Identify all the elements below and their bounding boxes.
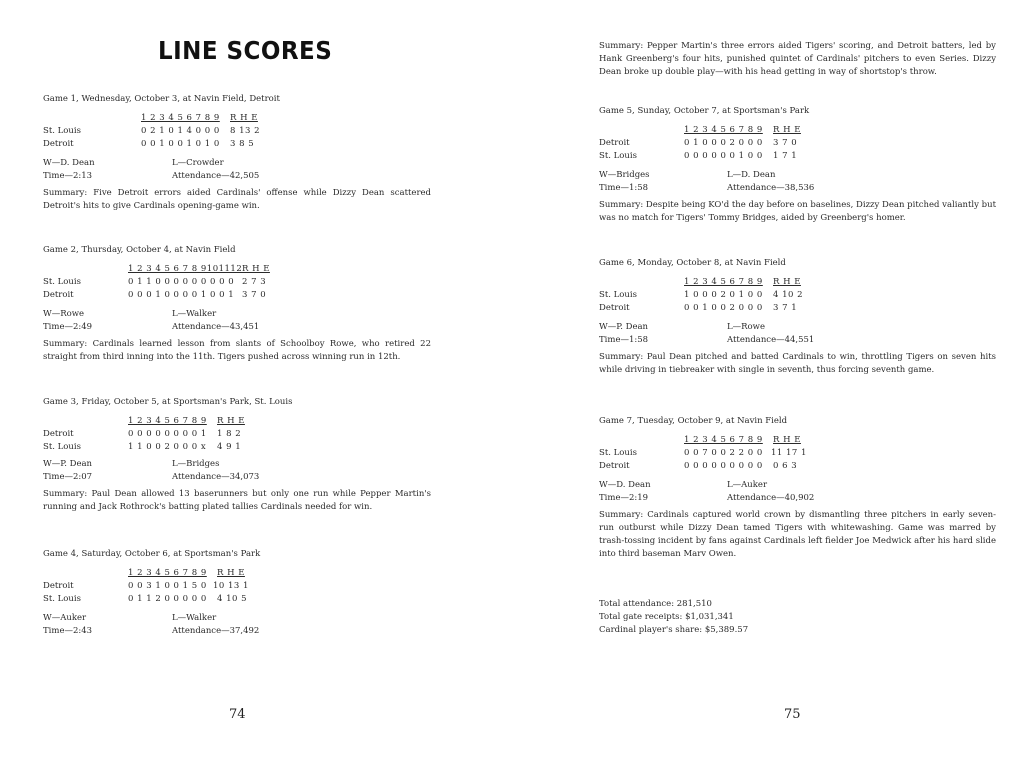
innings-runs: 0 0 0 0 0 0 0 0 0 bbox=[684, 461, 763, 471]
winning-pitcher: W—D. Dean bbox=[599, 480, 651, 490]
innings-header: 1 2 3 4 5 6 7 8 9 bbox=[684, 277, 763, 287]
game-header: Game 2, Thursday, October 4, at Navin Field bbox=[43, 245, 236, 255]
innings-header: 1 2 3 4 5 6 7 8 9 bbox=[684, 125, 763, 135]
attendance: Attendance—37,492 bbox=[172, 626, 260, 636]
time-row bbox=[599, 182, 996, 195]
rhe-values: 4 10 2 bbox=[773, 290, 804, 300]
decision-row bbox=[43, 612, 431, 625]
innings-runs: 0 1 0 0 0 2 0 0 0 bbox=[684, 138, 763, 148]
team-name: Detroit bbox=[599, 303, 630, 313]
line-score-header bbox=[43, 415, 431, 428]
game-3 bbox=[43, 396, 431, 514]
line-score-row bbox=[599, 447, 996, 460]
time-row bbox=[599, 492, 996, 505]
time-row bbox=[43, 471, 431, 484]
line-score-row bbox=[599, 137, 996, 150]
team-name: Detroit bbox=[43, 290, 74, 300]
innings-header: 1 2 3 4 5 6 7 8 9 bbox=[128, 568, 207, 578]
innings-runs: 0 0 1 0 0 1 0 1 0 bbox=[141, 139, 220, 149]
rhe-values: 1 7 1 bbox=[773, 151, 798, 161]
team-name: St. Louis bbox=[43, 442, 81, 452]
time-row bbox=[599, 334, 996, 347]
rhe-values: 3 7 0 bbox=[773, 138, 798, 148]
losing-pitcher: L—Walker bbox=[172, 613, 217, 623]
team-name: St. Louis bbox=[43, 594, 81, 604]
line-score-row bbox=[43, 289, 431, 302]
game-4-summary: Summary: Pepper Martin's three errors aided Tigers' scoring, and Detroit batters, led by Hank Greenberg's four hits, punished quintet of Cardinals' pitchers to even Series. Dizzy Dean broke up double play—with his head getting in way of shortstop's throw. bbox=[599, 41, 996, 77]
innings-runs: 0 0 0 1 0 0 0 0 1 0 0 1 bbox=[128, 290, 235, 300]
losing-pitcher: L—Crowder bbox=[172, 158, 224, 168]
game-time: Time—2:13 bbox=[43, 171, 93, 181]
rhe-header: R H E bbox=[242, 264, 270, 274]
time-row bbox=[43, 625, 431, 638]
innings-header: 1 2 3 4 5 6 7 8 9101112 bbox=[128, 264, 243, 274]
page-number: 74 bbox=[229, 707, 246, 722]
team-name: St. Louis bbox=[43, 277, 81, 287]
innings-runs: 0 0 0 0 0 0 1 0 0 bbox=[684, 151, 763, 161]
line-score-row bbox=[43, 138, 431, 151]
team-name: Detroit bbox=[43, 429, 74, 439]
line-score-row bbox=[43, 580, 431, 593]
rhe-header: R H E bbox=[217, 416, 245, 426]
rhe-values: 2 7 3 bbox=[242, 277, 267, 287]
game-summary: Summary: Paul Dean pitched and batted Cardinals to win, throttling Tigers on seven hits while driving in tiebreaker with single in seventh, thus forcing seventh game. bbox=[599, 352, 996, 375]
rhe-header: R H E bbox=[230, 113, 258, 123]
time-row bbox=[43, 321, 431, 334]
game-1 bbox=[43, 93, 431, 213]
game-7 bbox=[599, 415, 996, 561]
innings-runs: 0 2 1 0 1 4 0 0 0 bbox=[141, 126, 220, 136]
team-name: Detroit bbox=[43, 581, 74, 591]
game-time: Time—1:58 bbox=[599, 335, 649, 345]
game-2 bbox=[43, 244, 431, 364]
game-summary: Summary: Paul Dean allowed 13 baserunners but only one run while Pepper Martin's running and Jack Rothrock's batting plated tallies Cardinals needed for win. bbox=[43, 489, 431, 512]
game-summary: Summary: Five Detroit errors aided Cardinals' offense while Dizzy Dean scattered Detroit's hits to give Cardinals opening-game win. bbox=[43, 188, 431, 211]
innings-runs: 1 1 0 0 2 0 0 0 x bbox=[128, 442, 207, 452]
line-score-row bbox=[43, 441, 431, 454]
innings-runs: 0 1 1 2 0 0 0 0 0 bbox=[128, 594, 207, 604]
line-score-row bbox=[43, 276, 431, 289]
innings-runs: 0 0 0 0 0 0 0 0 1 bbox=[128, 429, 207, 439]
right-page bbox=[512, 0, 1024, 768]
game-header: Game 6, Monday, October 8, at Navin Field bbox=[599, 258, 786, 268]
team-name: St. Louis bbox=[599, 448, 637, 458]
rhe-values: 1 8 2 bbox=[217, 429, 242, 439]
rhe-values: 4 10 5 bbox=[217, 594, 248, 604]
losing-pitcher: L—Auker bbox=[727, 480, 768, 490]
innings-runs: 0 0 3 1 0 0 1 5 0 bbox=[128, 581, 207, 591]
line-score-row bbox=[43, 428, 431, 441]
line-score-header bbox=[43, 567, 431, 580]
time-row bbox=[43, 170, 431, 183]
innings-header: 1 2 3 4 5 6 7 8 9 bbox=[684, 435, 763, 445]
rhe-values: 8 13 2 bbox=[230, 126, 261, 136]
game-header: Game 1, Wednesday, October 3, at Navin Field, Detroit bbox=[43, 94, 280, 104]
attendance: Attendance—42,505 bbox=[172, 171, 260, 181]
line-score-header bbox=[599, 276, 996, 289]
game-header: Game 5, Sunday, October 7, at Sportsman's Park bbox=[599, 106, 810, 116]
line-score-row bbox=[43, 593, 431, 606]
innings-runs: 0 1 1 0 0 0 0 0 0 0 0 0 bbox=[128, 277, 235, 287]
rhe-header: R H E bbox=[217, 568, 245, 578]
game-header: Game 3, Friday, October 5, at Sportsman's Park, St. Louis bbox=[43, 397, 293, 407]
game-6 bbox=[599, 257, 996, 377]
losing-pitcher: L—Bridges bbox=[172, 459, 220, 469]
attendance: Attendance—44,551 bbox=[727, 335, 815, 345]
team-name: Detroit bbox=[43, 139, 74, 149]
rhe-values: 3 7 1 bbox=[773, 303, 798, 313]
line-score-row bbox=[43, 125, 431, 138]
line-score-row bbox=[599, 289, 996, 302]
losing-pitcher: L—Rowe bbox=[727, 322, 765, 332]
game-time: Time—1:58 bbox=[599, 183, 649, 193]
winning-pitcher: W—Rowe bbox=[43, 309, 85, 319]
rhe-values: 4 9 1 bbox=[217, 442, 242, 452]
line-score-header bbox=[43, 112, 431, 125]
rhe-header: R H E bbox=[773, 125, 801, 135]
rhe-values: 3 8 5 bbox=[230, 139, 255, 149]
team-name: Detroit bbox=[599, 461, 630, 471]
rhe-header: R H E bbox=[773, 277, 801, 287]
attendance: Attendance—38,536 bbox=[727, 183, 815, 193]
page-title: LINE SCORES bbox=[158, 36, 333, 65]
innings-header: 1 2 3 4 5 6 7 8 9 bbox=[141, 113, 220, 123]
game-summary: Summary: Cardinals learned lesson from slants of Schoolboy Rowe, who retired 22 straight from third inning into the 11th. Tigers pushed across winning run in 12th. bbox=[43, 339, 431, 362]
line-score-row bbox=[599, 302, 996, 315]
line-score-header bbox=[43, 263, 431, 276]
losing-pitcher: L—Walker bbox=[172, 309, 217, 319]
line-score-row bbox=[599, 150, 996, 163]
game-header: Game 4, Saturday, October 6, at Sportsman's Park bbox=[43, 549, 261, 559]
total-gate-receipts: Total gate receipts: $1,031,341 bbox=[599, 612, 734, 622]
decision-row bbox=[599, 169, 996, 182]
total-attendance: Total attendance: 281,510 bbox=[599, 599, 712, 609]
game-5 bbox=[599, 105, 996, 225]
game-summary: Summary: Despite being KO'd the day before on baselines, Dizzy Dean pitched valiantly but was no match for Tigers' Tommy Bridges, aided by Greenberg's homer. bbox=[599, 200, 996, 223]
losing-pitcher: L—D. Dean bbox=[727, 170, 776, 180]
winning-pitcher: W—D. Dean bbox=[43, 158, 95, 168]
team-name: St. Louis bbox=[599, 290, 637, 300]
winning-pitcher: W—P. Dean bbox=[43, 459, 93, 469]
team-name: St. Louis bbox=[599, 151, 637, 161]
rhe-header: R H E bbox=[773, 435, 801, 445]
attendance: Attendance—40,902 bbox=[727, 493, 815, 503]
attendance: Attendance—34,073 bbox=[172, 472, 260, 482]
rhe-values: 0 6 3 bbox=[773, 461, 798, 471]
decision-row bbox=[43, 308, 431, 321]
game-time: Time—2:43 bbox=[43, 626, 93, 636]
game-time: Time—2:19 bbox=[599, 493, 649, 503]
innings-runs: 1 0 0 0 2 0 1 0 0 bbox=[684, 290, 763, 300]
winning-pitcher: W—Bridges bbox=[599, 170, 650, 180]
innings-runs: 0 0 1 0 0 2 0 0 0 bbox=[684, 303, 763, 313]
line-score-header bbox=[599, 434, 996, 447]
rhe-values: 3 7 0 bbox=[242, 290, 267, 300]
innings-header: 1 2 3 4 5 6 7 8 9 bbox=[128, 416, 207, 426]
winning-pitcher: W—P. Dean bbox=[599, 322, 649, 332]
player-share: Cardinal player's share: $5,389.57 bbox=[599, 625, 749, 635]
game-header: Game 7, Tuesday, October 9, at Navin Field bbox=[599, 416, 788, 426]
game-summary: Summary: Cardinals captured world crown by dismantling three pitchers in early seven-run outburst while Dizzy Dean tamed Tigers with whitewashing. Game was marred by trash-tossing incident by fans against Cardinals left fielder Joe Medwick after his hard slide into third baseman Marv Owen. bbox=[599, 510, 996, 559]
team-name: St. Louis bbox=[43, 126, 81, 136]
game-time: Time—2:07 bbox=[43, 472, 93, 482]
winning-pitcher: W—Auker bbox=[43, 613, 87, 623]
page-number: 75 bbox=[784, 707, 801, 722]
decision-row bbox=[43, 458, 431, 471]
series-totals bbox=[599, 598, 748, 637]
game-time: Time—2:49 bbox=[43, 322, 93, 332]
line-score-row bbox=[599, 460, 996, 473]
line-score-header bbox=[599, 124, 996, 137]
rhe-values: 10 13 1 bbox=[213, 581, 249, 591]
team-name: Detroit bbox=[599, 138, 630, 148]
attendance: Attendance—43,451 bbox=[172, 322, 260, 332]
rhe-values: 11 17 1 bbox=[771, 448, 807, 458]
game-4 bbox=[43, 548, 431, 638]
innings-runs: 0 0 7 0 0 2 2 0 0 bbox=[684, 448, 763, 458]
decision-row bbox=[599, 321, 996, 334]
decision-row bbox=[43, 157, 431, 170]
decision-row bbox=[599, 479, 996, 492]
